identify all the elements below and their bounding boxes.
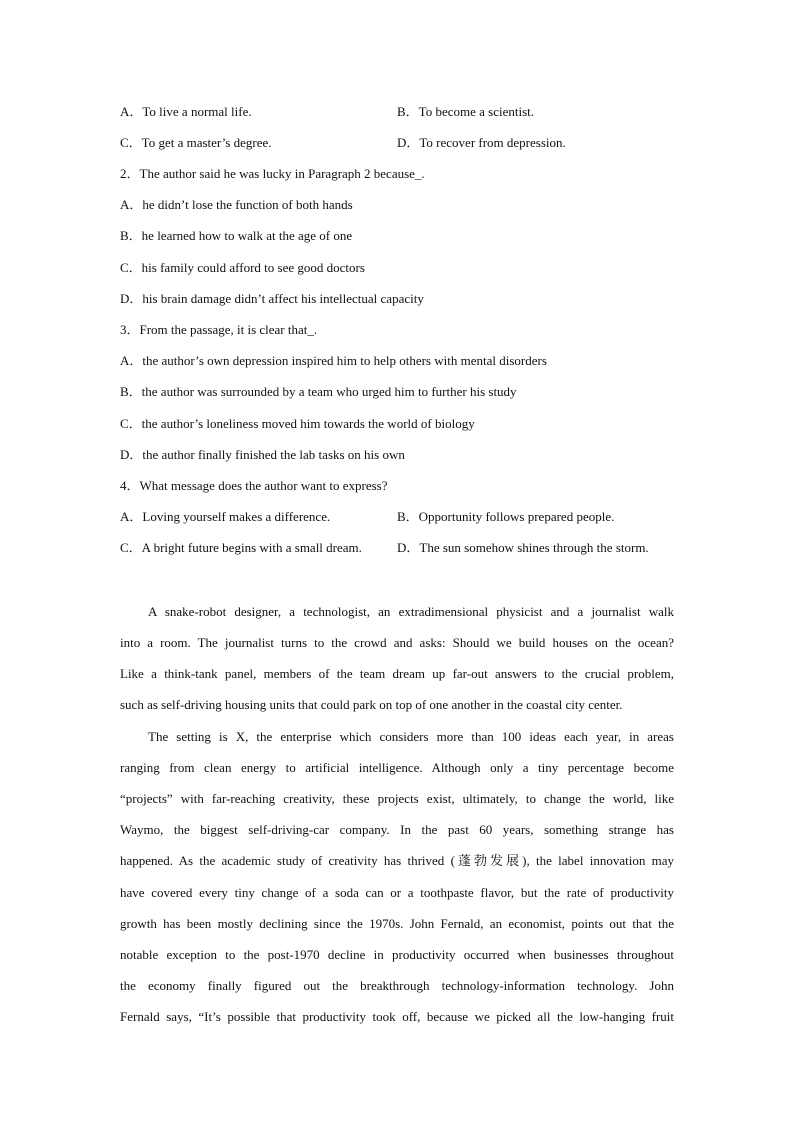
q1-option-a xyxy=(120,104,252,120)
option-letter: D． xyxy=(397,540,420,555)
passage-p2-line-4: Waymo, the biggest self-driving-car company. In the past 60 years, something strange has xyxy=(120,822,674,837)
option-letter: C． xyxy=(120,540,142,555)
option-text: The sun somehow shines through the storm. xyxy=(419,540,649,555)
q1-option-c xyxy=(120,135,272,151)
passage-p1-line-4: such as self-driving housing units that could park on top of one another in the coastal city center. xyxy=(120,697,623,712)
passage-p2-line-5: happened. As the academic study of creativity has thrived (蓬勃发展), the label innovation may xyxy=(120,853,674,868)
option-text: To live a normal life. xyxy=(142,104,252,119)
passage-p2-line-3: “projects” with far-reaching creativity, these projects exist, ultimately, to change the world, like xyxy=(120,791,674,806)
q4-stem: 4．What message does the author want to express? xyxy=(120,478,388,493)
passage-p2-line-10: Fernald says, “It’s possible that productivity took off, because we picked all the low-hanging fruit xyxy=(120,1009,674,1024)
q2-option-c: C．his family could afford to see good doctors xyxy=(120,260,365,275)
q2-option-d: D．his brain damage didn’t affect his intellectual capacity xyxy=(120,291,424,306)
option-text: Loving yourself makes a difference. xyxy=(142,509,331,524)
q1-option-b xyxy=(397,104,534,120)
q3-option-b: B．the author was surrounded by a team who urged him to further his study xyxy=(120,384,517,399)
q3-option-c: C．the author’s loneliness moved him towards the world of biology xyxy=(120,416,475,431)
q3-option-d: D．the author finally finished the lab tasks on his own xyxy=(120,447,405,462)
q2-option-b: B．he learned how to walk at the age of one xyxy=(120,228,353,243)
option-letter: B． xyxy=(397,509,419,524)
option-text: To recover from depression. xyxy=(419,135,566,150)
option-text: To get a master’s degree. xyxy=(141,135,272,150)
passage-p2-line-1: The setting is X, the enterprise which considers more than 100 ideas each year, in areas xyxy=(148,729,674,744)
q4-option-c xyxy=(120,540,362,556)
option-letter: B． xyxy=(397,104,419,119)
q3-option-a: A．the author’s own depression inspired him to help others with mental disorders xyxy=(120,353,547,368)
passage-p2-line-2: ranging from clean energy to artificial intelligence. Although only a tiny percentage become xyxy=(120,760,674,775)
q4-option-d xyxy=(397,540,649,556)
passage-p2-line-8: notable exception to the post-1970 decline in productivity occurred when businesses throughout xyxy=(120,947,674,962)
passage-p1-line-3: Like a think-tank panel, members of the team dream up far-out answers to the crucial problem, xyxy=(120,666,674,681)
q2-option-a: A．he didn’t lose the function of both hands xyxy=(120,197,353,212)
q1-option-d xyxy=(397,135,566,151)
option-letter: A． xyxy=(120,509,143,524)
passage-p2-line-7: growth has been mostly declining since the 1970s. John Fernald, an economist, points out that the xyxy=(120,916,674,931)
q3-stem: 3．From the passage, it is clear that_. xyxy=(120,322,318,337)
passage-p1-line-1: A snake-robot designer, a technologist, an extradimensional physicist and a journalist walk xyxy=(148,604,674,619)
passage-p1-line-2: into a room. The journalist turns to the crowd and asks: Should we build houses on the ocean? xyxy=(120,635,674,650)
option-letter: A． xyxy=(120,104,143,119)
option-text: A bright future begins with a small dream. xyxy=(141,540,362,555)
option-text: To become a scientist. xyxy=(418,104,535,119)
option-letter: D． xyxy=(397,135,420,150)
q4-option-b xyxy=(397,509,614,525)
q4-option-a xyxy=(120,509,330,525)
q2-stem: 2．The author said he was lucky in Paragraph 2 because_. xyxy=(120,166,425,181)
passage-p2-line-6: have covered every tiny change of a soda can or a toothpaste flavor, but the rate of productivity xyxy=(120,885,674,900)
passage-p2-line-9: the economy finally figured out the breakthrough technology-information technology. John xyxy=(120,978,674,993)
option-text: Opportunity follows prepared people. xyxy=(418,509,615,524)
option-letter: C． xyxy=(120,135,142,150)
